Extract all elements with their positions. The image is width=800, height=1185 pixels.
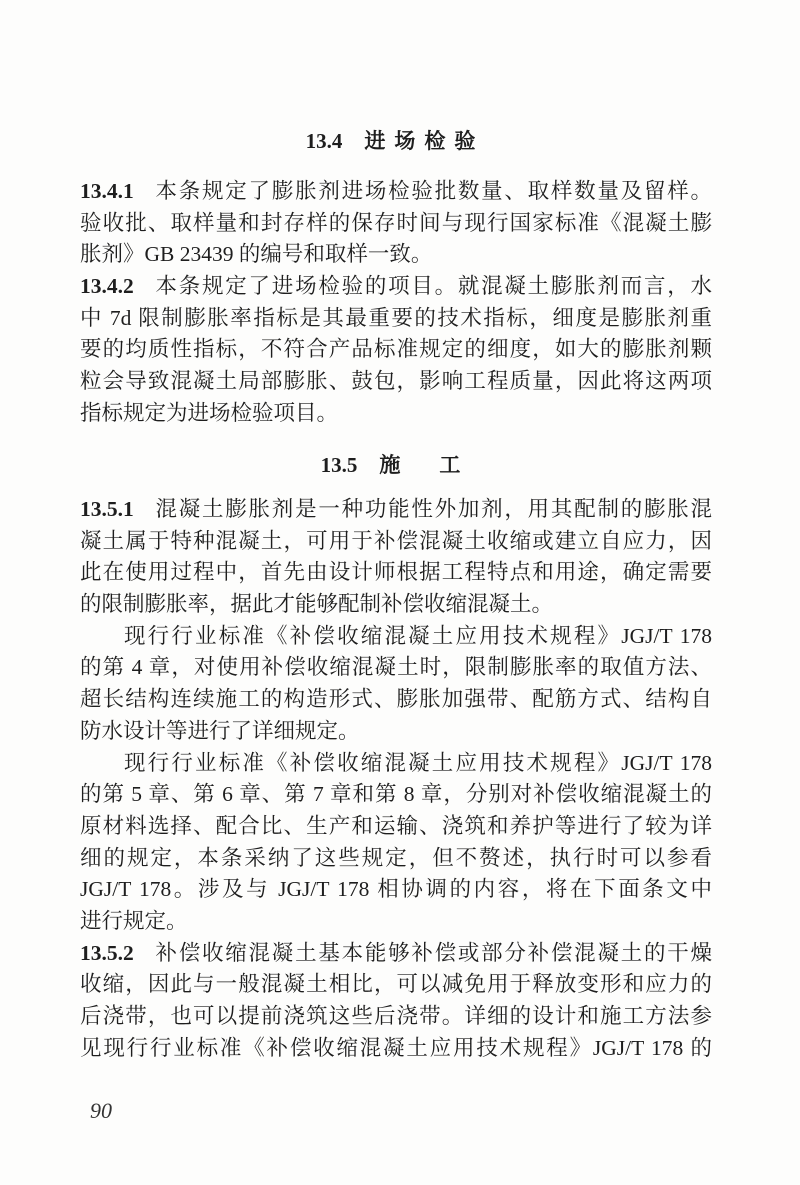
paragraph-line: 现行行业标准《补偿收缩混凝土应用技术规程》JGJ/T 178 (124, 750, 712, 775)
text: 混凝土膨胀剂是一种功能性外加剂，用其配制的膨胀混 (153, 497, 712, 521)
paragraph-line: 防水设计等进行了详细规定。 (80, 718, 360, 743)
page-number: 90 (90, 1098, 112, 1123)
text: 本条规定了膨胀剂进场检验批数量、取样数量及留样。 (153, 179, 712, 203)
clause-line: 指标规定为进场检验项目。 (80, 400, 339, 425)
text: 补偿收缩混凝土基本能够补偿或部分补偿混凝土的干燥 (153, 940, 712, 965)
clause-line: 后浇带，也可以提前浇筑这些后浇带。详细的设计和施工方法参 (80, 1004, 712, 1028)
clause-line (80, 938, 712, 970)
paragraph-line: 进行规定。 (80, 908, 188, 933)
clause-line: 胀剂》GB 23439 的编号和取样一致。 (80, 242, 433, 267)
section-13-5-body (80, 494, 712, 1064)
clause-line (80, 176, 712, 208)
clause-line: 凝土属于特种混凝土，可用于补偿混凝土收缩或建立自应力，因 (80, 528, 712, 553)
clause-line: 收缩，因此与一般混凝土相比，可以减免用于释放变形和应力的 (80, 972, 712, 997)
clause-number: 13.5.2 (80, 940, 134, 965)
section-title: 进场检验 (364, 129, 485, 153)
clause-line: 见现行行业标准《补偿收缩混凝土应用技术规程》JGJ/T 178 的 (80, 1035, 712, 1060)
paragraph-line: 细的规定，本条采纳了这些规定，但不赘述，执行时可以参看 (80, 845, 712, 870)
section-heading-13-4 (0, 126, 790, 156)
paragraph-line: 的第 5 章、第 6 章、第 7 章和第 8 章，分别对补偿收缩混凝土的 (80, 782, 712, 807)
paragraph-line: 的第 4 章，对使用补偿收缩混凝土时，限制膨胀率的取值方法、 (80, 655, 712, 680)
section-heading-13-5 (0, 450, 790, 480)
clause-line: 的限制膨胀率，据此才能够配制补偿收缩混凝土。 (80, 592, 554, 617)
section-13-4-body (80, 176, 712, 430)
clause-line (80, 494, 712, 526)
clause-number: 13.5.1 (80, 497, 134, 521)
clause-line: 中 7d 限制膨胀率指标是其最重要的技术指标，细度是膨胀剂重 (80, 305, 712, 330)
clause-line: 粒会导致混凝土局部膨胀、鼓包，影响工程质量，因此将这两项 (80, 369, 712, 394)
clause-number: 13.4.1 (80, 179, 134, 203)
paragraph-line: JGJ/T 178。涉及与 JGJ/T 178 相协调的内容，将在下面条文中 (80, 877, 712, 902)
clause-line (80, 271, 712, 303)
paragraph-line: 原材料选择、配合比、生产和运输、浇筑和养护等进行了较为详 (80, 813, 712, 838)
text: 本条规定了进场检验的项目。就混凝土膨胀剂而言，水 (153, 274, 712, 299)
clause-line: 此在使用过程中，首先由设计师根据工程特点和用途，确定需要 (80, 560, 712, 585)
paragraph-line: 超长结构连续施工的构造形式、膨胀加强带、配筋方式、结构自 (80, 687, 712, 712)
clause-number: 13.4.2 (80, 274, 134, 299)
section-title: 施 工 (379, 453, 470, 477)
section-number: 13.5 (320, 453, 358, 477)
clause-line: 验收批、取样量和封存样的保存时间与现行国家标准《混凝土膨 (80, 210, 712, 235)
clause-line: 要的均质性指标，不符合产品标准规定的细度，如大的膨胀剂颗 (80, 337, 712, 362)
section-number: 13.4 (305, 129, 343, 153)
paragraph-line: 现行行业标准《补偿收缩混凝土应用技术规程》JGJ/T 178 (124, 623, 712, 648)
